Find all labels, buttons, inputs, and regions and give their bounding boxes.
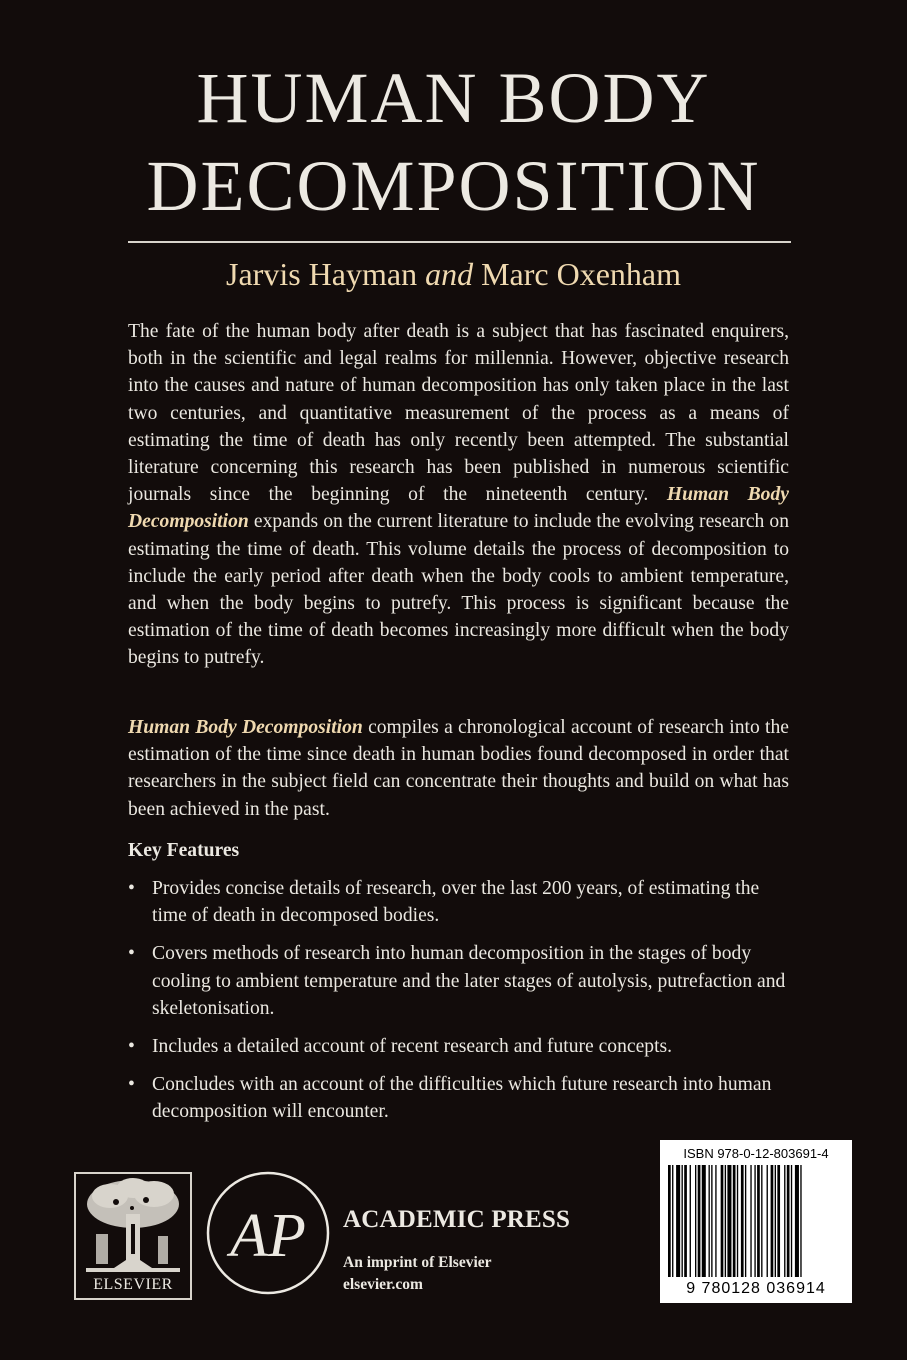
feature-text: Includes a detailed account of recent research and future concepts. bbox=[152, 1036, 673, 1058]
barcode-bar bbox=[695, 1165, 696, 1277]
author-conjunction: and bbox=[425, 256, 474, 292]
barcode-bar bbox=[784, 1165, 785, 1277]
barcode-bar bbox=[754, 1165, 755, 1277]
barcode-bar bbox=[684, 1165, 687, 1277]
feature-item bbox=[128, 1071, 793, 1125]
description-paragraph-2 bbox=[128, 714, 789, 823]
publisher-website: elsevier.com bbox=[343, 1276, 423, 1293]
bullet-icon: • bbox=[128, 1036, 135, 1058]
barcode-bar bbox=[787, 1165, 790, 1277]
barcode-bar bbox=[690, 1165, 691, 1277]
ap-logo-letters: AP bbox=[230, 1202, 306, 1270]
barcode-bar bbox=[750, 1165, 751, 1277]
key-features-list bbox=[128, 875, 793, 1137]
title-divider bbox=[128, 241, 791, 243]
para1-book-title: Human Body Decomposition bbox=[128, 484, 789, 533]
barcode-bar bbox=[676, 1165, 680, 1277]
barcode-bar bbox=[737, 1165, 738, 1277]
barcode-bar bbox=[767, 1165, 768, 1277]
para1-lead: The fate of the human body after death is a subject that has fascinated enquirers, both in the scientific and legal realms for millennia. However, objective research into the causes and nature of human decomposition has only taken place in the last two centuries, and quantitative measurement of the process as a means of estimating the time of death has only recently been attempted. The substantial literature concerning this research has been published in numerous scientific journals since the beginning of the nineteenth century. bbox=[128, 321, 789, 506]
barcode-bar bbox=[777, 1165, 780, 1277]
publisher-name: ACADEMIC PRESS bbox=[343, 1206, 571, 1233]
feature-text: Concludes with an account of the difficulties which future research into human decomposition will encounter. bbox=[152, 1074, 772, 1123]
tree-icon bbox=[76, 1174, 190, 1274]
barcode-bar bbox=[711, 1165, 712, 1277]
barcode-bar bbox=[800, 1165, 801, 1277]
description-paragraph-1 bbox=[128, 318, 789, 672]
barcode-bar bbox=[721, 1165, 724, 1277]
barcode-bar bbox=[668, 1165, 671, 1277]
feature-item bbox=[128, 940, 793, 1022]
barcode-digits: 9 780128 036914 bbox=[686, 1280, 826, 1297]
barcode-bar bbox=[702, 1165, 706, 1277]
authors bbox=[0, 256, 907, 293]
barcode-bar bbox=[715, 1165, 716, 1277]
author-first: Jarvis Hayman bbox=[226, 256, 418, 292]
barcode-bar bbox=[709, 1165, 710, 1277]
publisher-imprint bbox=[343, 1252, 492, 1296]
feature-text: Covers methods of research into human decomposition in the stages of body cooling to ambient temperature and the later stages of autolysis, putrefaction and skeletonisation. bbox=[152, 943, 786, 1019]
key-features-heading: Key Features bbox=[128, 840, 240, 861]
elsevier-logo bbox=[74, 1172, 192, 1300]
barcode-bar bbox=[775, 1165, 776, 1277]
title-line-1: HUMAN BODY bbox=[196, 58, 711, 138]
feature-text: Provides concise details of research, over the last 200 years, of estimating the time of death in decomposed bodies. bbox=[152, 878, 760, 927]
barcode-bar bbox=[733, 1165, 736, 1277]
para2-rest: compiles a chronological account of research into the estimation of the time since death in human bodies found decomposed in order that researchers in the subject field can concentrate their thoughts and build on what has been achieved in the past. bbox=[128, 717, 789, 820]
bullet-icon: • bbox=[128, 943, 135, 965]
barcode-bar bbox=[698, 1165, 701, 1277]
isbn-barcode bbox=[660, 1140, 852, 1303]
bullet-icon: • bbox=[128, 1074, 135, 1096]
barcode-bar bbox=[672, 1165, 673, 1277]
barcode-bar bbox=[725, 1165, 726, 1277]
barcode-bar bbox=[741, 1165, 744, 1277]
author-second: Marc Oxenham bbox=[481, 256, 681, 292]
barcode-bar bbox=[771, 1165, 774, 1277]
imprint-line: An imprint of Elsevier bbox=[343, 1254, 492, 1271]
barcode-bar bbox=[757, 1165, 760, 1277]
barcode-bar bbox=[761, 1165, 762, 1277]
academic-press-logo bbox=[205, 1170, 331, 1296]
feature-item bbox=[128, 875, 793, 929]
barcode-bar bbox=[745, 1165, 746, 1277]
para2-book-title: Human Body Decomposition bbox=[128, 717, 363, 738]
elsevier-wordmark: ELSEVIER bbox=[93, 1276, 173, 1293]
barcode-bar bbox=[791, 1165, 792, 1277]
bullet-icon: • bbox=[128, 878, 135, 899]
feature-item bbox=[128, 1033, 793, 1060]
barcode-bar bbox=[727, 1165, 731, 1277]
barcode-bar bbox=[682, 1165, 683, 1277]
barcode-bar bbox=[795, 1165, 799, 1277]
isbn-number: ISBN 978-0-12-803691-4 bbox=[683, 1146, 829, 1161]
title-line-2: DECOMPOSITION bbox=[146, 146, 761, 226]
barcode-bars bbox=[668, 1165, 844, 1277]
para1-rest: expands on the current literature to include the evolving research on estimating the time of death. This volume details the process of decomposition to include the early period after death when the body cools to ambient temperature, and when the body begins to putrefy. This process is significant because the estimation of the time of death becomes increasingly more difficult when the body begins to putrefy. bbox=[128, 511, 789, 669]
